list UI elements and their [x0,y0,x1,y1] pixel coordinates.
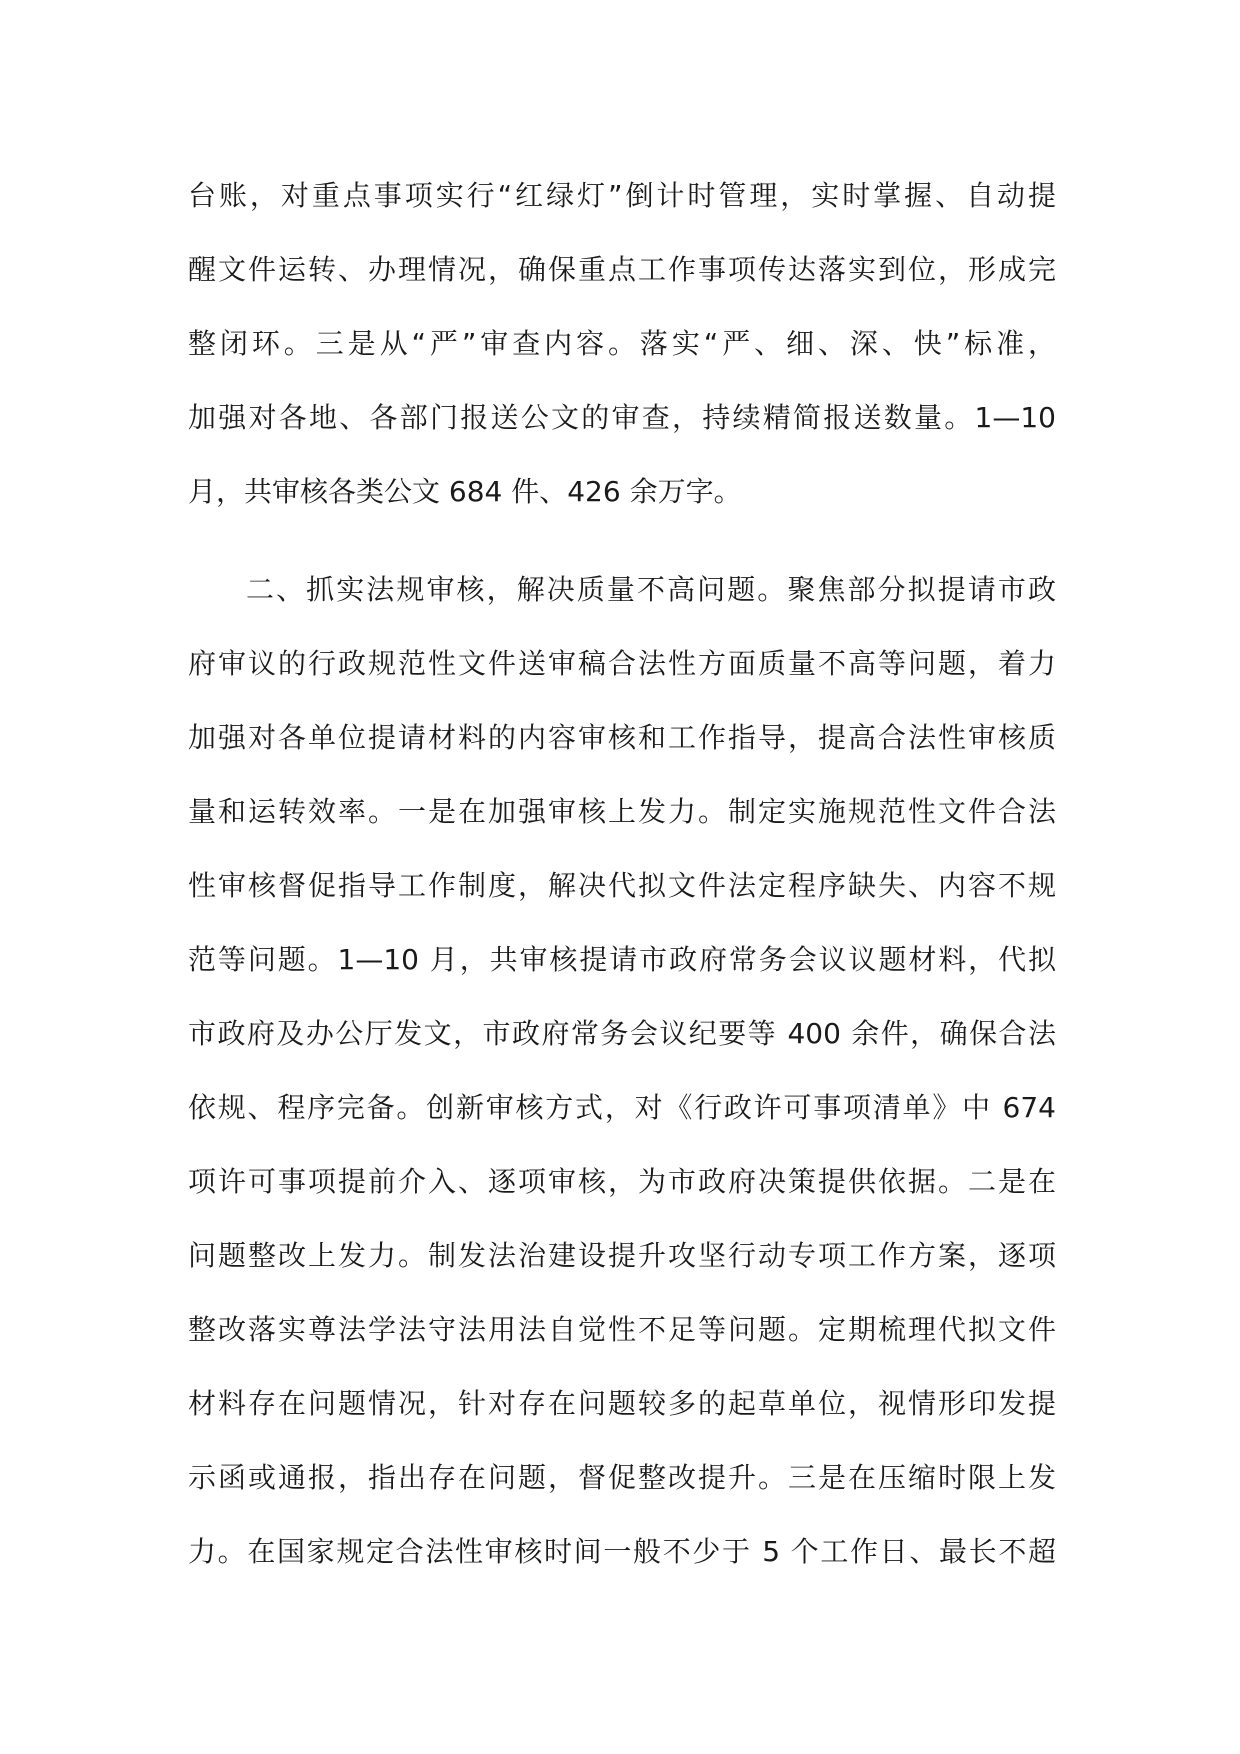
text-line: 醒文件运转、办理情况，确保重点工作事项传达落实到位，形成完 [188,253,1056,286]
text-line: 材料存在问题情况，针对存在问题较多的起草单位，视情形印发提 [188,1387,1056,1420]
text-line: 性审核督促指导工作制度，解决代拟文件法定程序缺失、内容不规 [188,869,1056,902]
text-line: 问题整改上发力。制发法治建设提升攻坚行动专项工作方案，逐项 [188,1239,1056,1272]
text-line: 府审议的行政规范性文件送审稿合法性方面质量不高等问题，着力 [188,647,1056,680]
text-line: 量和运转效率。一是在加强审核上发力。制定实施规范性文件合法 [188,795,1056,828]
paragraph-legal-review [188,565,1056,1601]
text-line: 整闭环。三是从“严”审查内容。落实“严、细、深、快”标准， [188,327,1056,360]
text-line: 依规、程序完备。创新审核方式，对《行政许可事项清单》中 674 [188,1091,1056,1124]
paragraph-continued [188,171,1056,541]
text-line: 整改落实尊法学法守法用法自觉性不足等问题。定期梳理代拟文件 [188,1313,1056,1346]
text-line: 台账，对重点事项实行“红绿灯”倒计时管理，实时掌握、自动提 [188,179,1056,212]
text-line: 月，共审核各类公文 684 件、426 余万字。 [188,475,742,508]
text-line: 市政府及办公厅发文，市政府常务会议纪要等 400 余件，确保合法 [188,1017,1056,1050]
section-heading-line: 二、抓实法规审核，解决质量不高问题。聚焦部分拟提请市政 [246,573,1056,606]
text-line: 力。在国家规定合法性审核时间一般不少于 5 个工作日、最长不超 [188,1535,1056,1568]
text-line: 示函或通报，指出存在问题，督促整改提升。三是在压缩时限上发 [188,1461,1056,1494]
text-line: 项许可事项提前介入、逐项审核，为市政府决策提供依据。二是在 [188,1165,1056,1198]
text-line: 加强对各地、各部门报送公文的审查，持续精简报送数量。1—10 [188,401,1056,434]
text-line: 范等问题。1—10 月，共审核提请市政府常务会议议题材料，代拟 [188,943,1056,976]
text-line: 加强对各单位提请材料的内容审核和工作指导，提高合法性审核质 [188,721,1056,754]
